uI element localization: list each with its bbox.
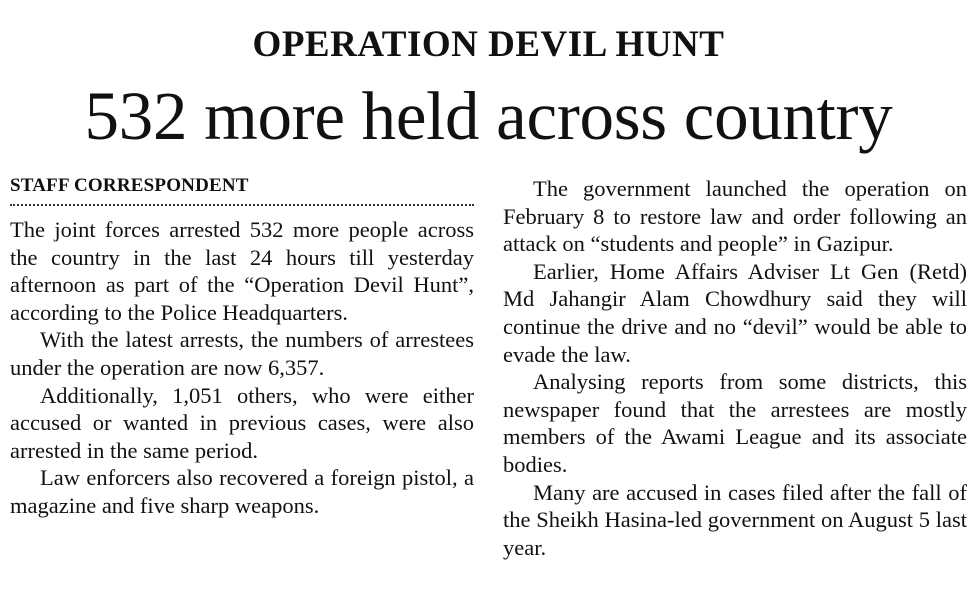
article-kicker: OPERATION DEVIL HUNT <box>252 24 725 65</box>
article-headline: 532 more held across country <box>84 78 893 154</box>
article-paragraph: Law enforcers also recovered a foreign pistol, a magazine and five sharp weapons. <box>10 465 474 518</box>
article-paragraph: Earlier, Home Affairs Adviser Lt Gen (Retd) Md Jahangir Alam Chowdhury said they will continue the drive and no “devil” would be able to evade the law. <box>503 258 967 367</box>
article-paragraph: Many are accused in cases filed after the fall of the Sheikh Hasina-led government on August 5 last year. <box>503 479 967 560</box>
article-paragraph: The government launched the operation on February 8 to restore law and order following an attack on “students and people” in Gazipur. <box>503 176 967 257</box>
article-column-left <box>10 172 474 520</box>
byline-divider <box>10 204 474 206</box>
article-paragraph: With the latest arrests, the numbers of arrestees under the operation are now 6,357. <box>10 327 474 380</box>
article-byline: STAFF CORRESPONDENT <box>10 175 249 196</box>
article-paragraph: Analysing reports from some districts, this newspaper found that the arrestees are mostly members of the Awami League and its associate bodies. <box>503 369 967 477</box>
article-column-right <box>503 175 967 561</box>
article-paragraph: Additionally, 1,051 others, who were either accused or wanted in previous cases, were also arrested in the same period. <box>10 382 474 463</box>
article-paragraph: The joint forces arrested 532 more people across the country in the last 24 hours till yesterday afternoon as part of the “Operation Devil Hunt”, according to the Police Headquarters. <box>10 217 474 325</box>
